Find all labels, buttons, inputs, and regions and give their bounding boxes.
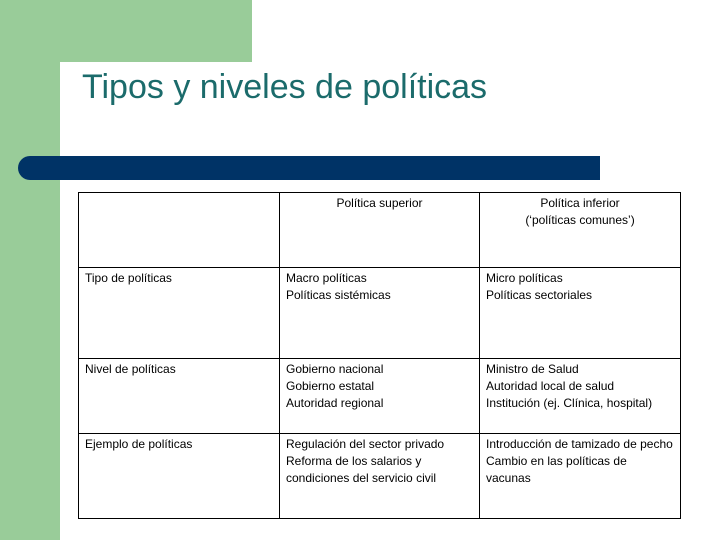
- cell-line: Macro políticas: [286, 271, 367, 285]
- row-label: Tipo de políticas: [85, 271, 172, 285]
- cell-line: Regulación del sector privado: [286, 437, 445, 451]
- cell-line: Institución (ej. Clínica, hospital): [486, 396, 653, 410]
- slide-title: Tipos y niveles de políticas: [82, 68, 488, 106]
- cell-line: Ministro de Salud: [486, 362, 579, 376]
- cell-line: Introducción de tamizado de pecho: [486, 437, 673, 451]
- header-superior-label: Política superior: [336, 196, 423, 210]
- superior-cell: [280, 434, 480, 519]
- cell-line: Autoridad local de salud: [486, 379, 615, 393]
- table-row: [79, 359, 681, 434]
- cell-line: Micro políticas: [486, 271, 563, 285]
- cell-line: Cambio en las políticas de vacunas: [486, 454, 627, 485]
- inferior-cell: [480, 268, 681, 359]
- inferior-cell: [480, 434, 681, 519]
- cell-line: Autoridad regional: [286, 396, 384, 410]
- green-accent-left: [0, 0, 60, 540]
- row-label-cell: [79, 268, 280, 359]
- superior-cell: [280, 268, 480, 359]
- row-label-cell: [79, 359, 280, 434]
- cell-line: Políticas sectoriales: [486, 288, 593, 302]
- header-inferior-sublabel: (‘políticas comunes’): [525, 213, 635, 227]
- cell-line: Gobierno estatal: [286, 379, 375, 393]
- row-label-cell: [79, 434, 280, 519]
- inferior-cell: [480, 359, 681, 434]
- title-divider-bar: [18, 156, 600, 180]
- header-inferior-label: Política inferior: [540, 196, 620, 210]
- table-row: [79, 268, 681, 359]
- cell-line: Reforma de los salarios y condiciones del servicio civil: [286, 454, 437, 485]
- table-header-inferior: [480, 193, 681, 268]
- policy-table: [78, 192, 681, 519]
- row-label: Ejemplo de políticas: [85, 437, 193, 451]
- cell-line: Gobierno nacional: [286, 362, 384, 376]
- table-header-row: [79, 193, 681, 268]
- cell-line: Políticas sistémicas: [286, 288, 391, 302]
- table-header-superior: [280, 193, 480, 268]
- table-row: [79, 434, 681, 519]
- row-label: Nivel de políticas: [85, 362, 176, 376]
- table-header-empty-cell: [79, 193, 280, 268]
- superior-cell: [280, 359, 480, 434]
